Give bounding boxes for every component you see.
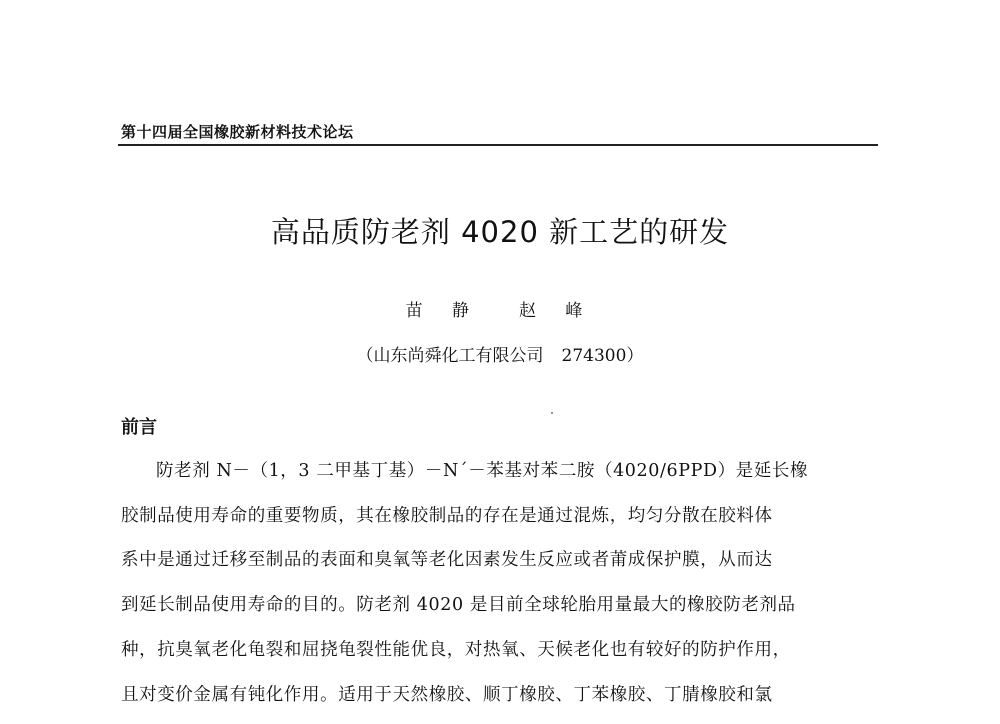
scan-speck	[551, 412, 553, 414]
body-line: 胶制品使用寿命的重要物质，其在橡胶制品的存在是通过混炼，均匀分散在胶料体	[121, 506, 773, 526]
section-heading: 前言	[121, 417, 157, 438]
affiliation-zip: 274300）	[561, 346, 644, 366]
article-title: 高品质防老剂 4020 新工艺的研发	[270, 215, 730, 249]
author-2: 赵 峰	[519, 301, 595, 321]
body-line: 到延长制品使用寿命的目的。防老剂 4020 是目前全球轮胎用量最大的橡胶防老剂品	[121, 595, 796, 615]
author-1: 苗 静	[405, 301, 481, 321]
body-line: 且对变价金属有钝化作用。适用于天然橡胶、顺丁橡胶、丁苯橡胶、丁腈橡胶和氯	[121, 685, 773, 705]
body-line: 系中是通过迁移至制品的表面和臭氧等老化因素发生反应或者莆成保护膜，从而达	[121, 550, 773, 570]
author-line	[0, 296, 1000, 321]
affiliation-org: （山东尚舜化工有限公司	[356, 346, 544, 366]
body-line: 防老剂 N－（1，3 二甲基丁基）－N´－苯基对苯二胺（4020/6PPD）是延长橡	[156, 461, 809, 481]
header-rule	[118, 144, 878, 146]
affiliation	[0, 341, 1000, 366]
running-header: 第十四届全国橡胶新材料技术论坛	[121, 123, 354, 141]
body-line: 种，抗臭氧老化龟裂和屈挠龟裂性能优良，对热氧、天候老化也有较好的防护作用，	[121, 640, 791, 660]
